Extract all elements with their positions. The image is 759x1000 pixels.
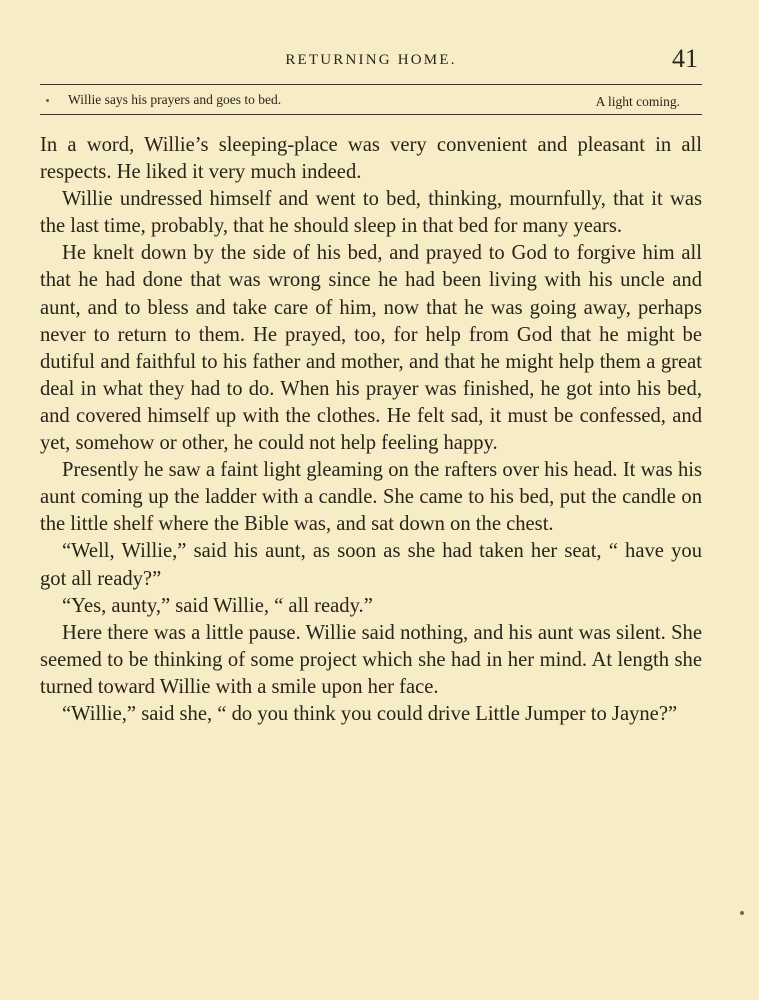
side-notes (40, 92, 702, 112)
side-note-left: Willie says his prayers and goes to bed. (68, 92, 282, 107)
paragraph: “Willie,” said she, “ do you think you could drive Little Jumper to Jayne?” (62, 702, 678, 725)
page-number: 41 (672, 44, 698, 73)
paragraph: In a word, Willie’s sleeping-place was very convenient and pleasant in all respects. He liked it very much indeed. (40, 134, 702, 184)
print-speck (740, 911, 744, 915)
paragraph: He knelt down by the side of his bed, and prayed to God to forgive him all that he had done that was wrong since he had been living with his uncle and aunt, and to bless and take care of him, now that he was going away, perhaps never to return to them. He prayed, too, for help from God that he might be dutiful and faithful to his father and mother, and that he might help them a great deal in what they had to do. When his prayer was finished, he got into his bed, and covered himself up with the clothes. He felt sad, it must be confessed, and yet, somehow or other, he could not help feeling happy. (40, 242, 702, 455)
running-head (40, 44, 702, 76)
note-dot (46, 99, 49, 102)
paragraph: Here there was a little pause. Willie said nothing, and his aunt was silent. She seemed to be thinking of some project which she had in her mind. At length she turned toward Willie with a smile upon her face. (40, 621, 702, 698)
side-note-right: A light coming. (595, 94, 680, 109)
paragraph: “Yes, aunty,” said Willie, “ all ready.” (62, 594, 373, 617)
body-text (40, 132, 702, 728)
header-rule-bottom (40, 114, 702, 115)
paragraph: Willie undressed himself and went to bed, thinking, mournfully, that it was the last time, probably, that he should sleep in that bed for many years. (40, 188, 702, 238)
paragraph: “Well, Willie,” said his aunt, as soon as she had taken her seat, “ have you got all ready?” (40, 540, 702, 590)
paragraph: Presently he saw a faint light gleaming on the rafters over his head. It was his aunt coming up the ladder with a candle. She came to his bed, put the candle on the little shelf where the Bible was, and sat down on the chest. (40, 459, 702, 536)
header-rule-top (40, 84, 702, 85)
running-title: RETURNING HOME. (285, 52, 457, 68)
